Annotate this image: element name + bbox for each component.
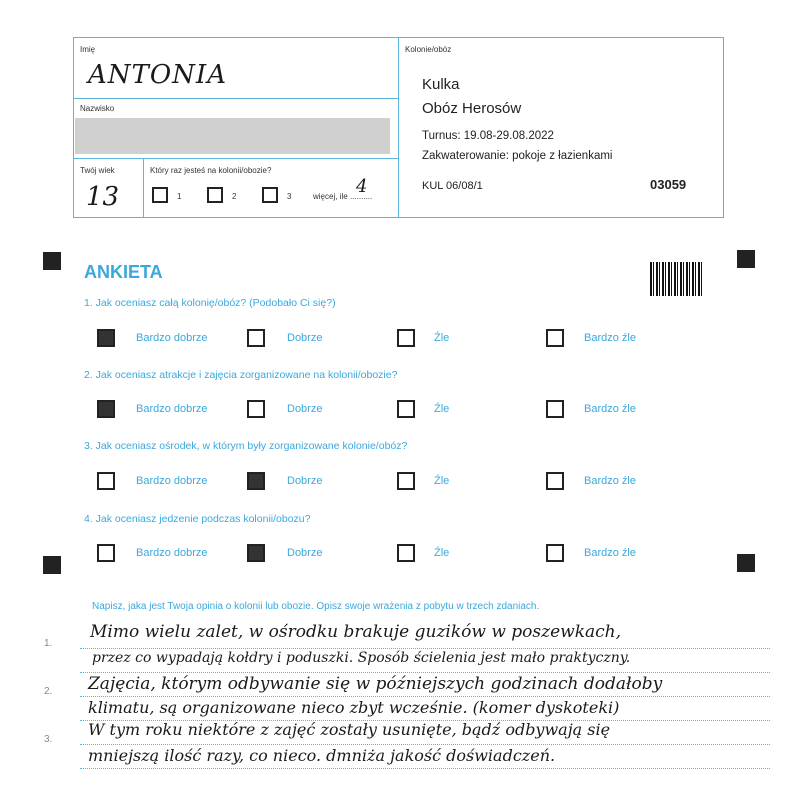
q3-option-1-checkbox[interactable] xyxy=(97,472,115,490)
kolonie-label: Kolonie/obóz xyxy=(405,45,452,54)
oboz-name: Obóz Herosów xyxy=(422,100,522,117)
line-number-1: 1. xyxy=(44,638,53,649)
q3-option-4-checkbox[interactable] xyxy=(546,472,564,490)
opinion-prompt: Napisz, jaka jest Twoja opinia o kolonii lub obozie. Opisz swoje wrażenia z pobytu w trzech zdaniach. xyxy=(92,601,540,612)
imie-value[interactable]: ANTONIA xyxy=(88,60,227,90)
q3-option-1-label: Bardzo dobrze xyxy=(136,475,208,487)
q4-option-4-checkbox[interactable] xyxy=(546,544,564,562)
dotted-line xyxy=(80,768,770,769)
q4-option-3-checkbox[interactable] xyxy=(397,544,415,562)
kolonia-code: KUL 06/08/1 xyxy=(422,180,483,192)
imie-label: Imię xyxy=(80,45,96,54)
q4-option-2-checkbox[interactable] xyxy=(247,544,265,562)
dotted-line xyxy=(80,696,770,697)
q1-option-3-checkbox[interactable] xyxy=(397,329,415,347)
wiecej-dots: .......... xyxy=(350,192,373,201)
corner-marker-bottom-left xyxy=(43,556,61,574)
visit-option-2-checkbox[interactable] xyxy=(207,187,223,203)
q2-option-2-label: Dobrze xyxy=(287,403,323,415)
q3-option-3-checkbox[interactable] xyxy=(397,472,415,490)
line-number-3: 3. xyxy=(44,734,53,745)
question-2: 2. Jak oceniasz atrakcje i zajęcia zorganizowane na kolonii/obozie? xyxy=(84,369,398,381)
q1-option-4-checkbox[interactable] xyxy=(546,329,564,347)
q4-option-2-label: Dobrze xyxy=(287,547,323,559)
q1-option-1-checkbox[interactable] xyxy=(97,329,115,347)
nazwisko-label: Nazwisko xyxy=(80,104,115,113)
q4-option-1-label: Bardzo dobrze xyxy=(136,547,208,559)
question-4: 4. Jak oceniasz jedzenie podczas kolonii/obozu? xyxy=(84,513,311,525)
survey-title: ANKIETA xyxy=(84,262,163,282)
q3-option-3-label: Źle xyxy=(434,475,450,487)
handwritten-line-4: klimatu, są organizowane nieco zbyt wcześnie. (komer dyskoteki) xyxy=(88,698,620,717)
q3-option-4-label: Bardzo źle xyxy=(584,475,636,487)
kolonia-name: Kulka xyxy=(422,76,460,93)
ktory-raz-label: Który raz jesteś na kolonii/obozie? xyxy=(150,166,272,175)
handwritten-line-5: W tym roku niektóre z zajęć zostały usunięte, bądź odbywają się xyxy=(88,720,611,739)
line-number-2: 2. xyxy=(44,686,53,697)
q4-option-1-checkbox[interactable] xyxy=(97,544,115,562)
corner-marker-top-left xyxy=(43,252,61,270)
wiecej-label: więcej, ile xyxy=(313,192,348,201)
q1-option-1-label: Bardzo dobrze xyxy=(136,332,208,344)
dotted-line xyxy=(80,648,770,649)
q4-option-4-label: Bardzo źle xyxy=(584,547,636,559)
zakwaterowanie: Zakwaterowanie: pokoje z łazienkami xyxy=(422,150,613,162)
q2-option-1-checkbox[interactable] xyxy=(97,400,115,418)
divider-nazwisko xyxy=(73,158,399,159)
visit-option-3-label: 3 xyxy=(287,192,292,201)
handwritten-line-1: Mimo wielu zalet, w ośrodku brakuje guzików w poszewkach, xyxy=(90,622,622,642)
q1-option-2-checkbox[interactable] xyxy=(247,329,265,347)
form-number: 03059 xyxy=(650,177,687,192)
handwritten-line-6: mniejszą ilość razy, co nieco. dmniża jakość doświadczeń. xyxy=(88,746,556,765)
q4-option-3-label: Źle xyxy=(434,547,450,559)
q2-option-3-checkbox[interactable] xyxy=(397,400,415,418)
wiek-value[interactable]: 13 xyxy=(86,182,120,212)
visit-option-1-label: 1 xyxy=(177,192,182,201)
q2-option-2-checkbox[interactable] xyxy=(247,400,265,418)
q2-option-1-label: Bardzo dobrze xyxy=(136,403,208,415)
dotted-line xyxy=(80,744,770,745)
handwritten-line-2: przez co wypadają kołdry i poduszki. Sposób ścielenia jest mało praktyczny. xyxy=(92,650,631,666)
q1-option-3-label: Źle xyxy=(434,332,450,344)
question-3: 3. Jak oceniasz ośrodek, w którym były zorganizowane kolonie/obóz? xyxy=(84,440,408,452)
wiek-label: Twój wiek xyxy=(80,166,115,175)
nazwisko-redacted xyxy=(75,118,390,154)
divider-imie xyxy=(73,98,399,99)
wiecej-value[interactable]: 4 xyxy=(356,176,368,197)
q2-option-3-label: Źle xyxy=(434,403,450,415)
q3-option-2-label: Dobrze xyxy=(287,475,323,487)
q1-option-2-label: Dobrze xyxy=(287,332,323,344)
vertical-divider xyxy=(398,37,399,218)
q1-option-4-label: Bardzo źle xyxy=(584,332,636,344)
q2-option-4-checkbox[interactable] xyxy=(546,400,564,418)
visit-option-3-checkbox[interactable] xyxy=(262,187,278,203)
question-1: 1. Jak oceniasz całą kolonię/obóz? (Podobało Ci się?) xyxy=(84,297,336,309)
divider-wiek xyxy=(143,158,144,218)
q2-option-4-label: Bardzo źle xyxy=(584,403,636,415)
visit-option-2-label: 2 xyxy=(232,192,237,201)
visit-option-1-checkbox[interactable] xyxy=(152,187,168,203)
handwritten-line-3: Zajęcia, którym odbywanie się w późniejszych godzinach dodałoby xyxy=(88,674,663,694)
corner-marker-top-right xyxy=(737,250,755,268)
q3-option-2-checkbox[interactable] xyxy=(247,472,265,490)
corner-marker-bottom-right xyxy=(737,554,755,572)
turnus: Turnus: 19.08-29.08.2022 xyxy=(422,130,554,142)
barcode xyxy=(650,262,702,296)
dotted-line xyxy=(80,672,770,673)
